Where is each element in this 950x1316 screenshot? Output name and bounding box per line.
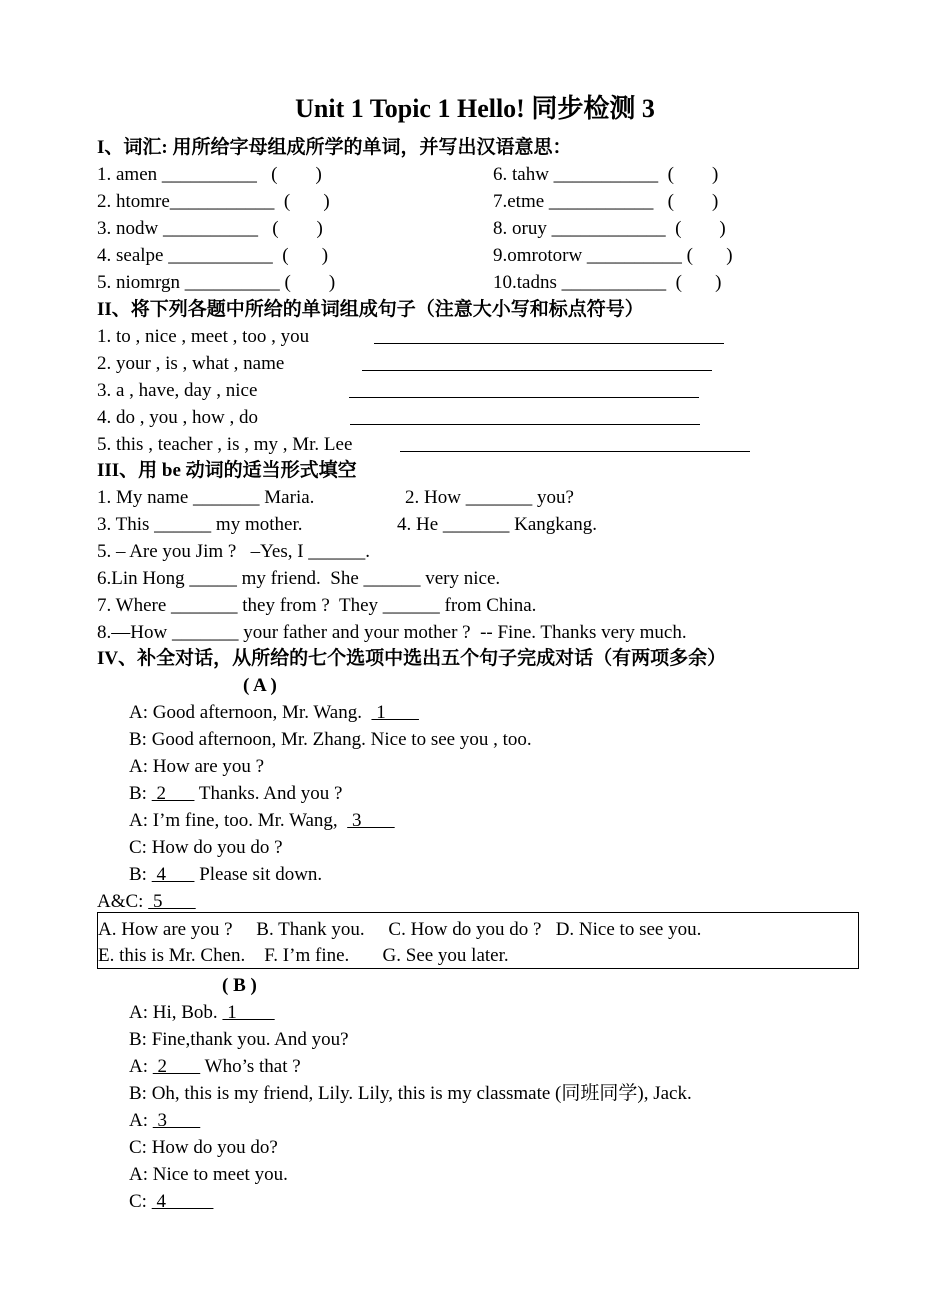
fill-item: 5. – Are you Jim ? –Yes, I ______. bbox=[97, 541, 371, 562]
dialogue-line: C: How do you do? bbox=[129, 1137, 278, 1158]
fill-item: 8.—How _______ your father and your mother ? -- Fine. Thanks very much. bbox=[97, 622, 687, 643]
section-2-heading: II、将下列各题中所给的单词组成句子（注意大小写和标点符号） bbox=[97, 299, 644, 320]
dialogue-line: A: 3 bbox=[129, 1110, 201, 1131]
fill-item: 1. My name _______ Maria. bbox=[97, 487, 315, 508]
sentence-item: 3. a , have, day , nice bbox=[97, 380, 258, 401]
fill-item: 2. How _______ you? bbox=[405, 487, 574, 508]
dialogue-b-label: ( B ) bbox=[222, 975, 257, 996]
dialogue-line: C: How do you do ? bbox=[129, 837, 283, 858]
answer-line[interactable] bbox=[362, 370, 712, 371]
answer-line[interactable] bbox=[374, 343, 724, 344]
fill-item: 7. Where _______ they from ? They ______ from China. bbox=[97, 595, 537, 616]
dialogue-line: A: Nice to meet you. bbox=[129, 1164, 288, 1185]
page-title: Unit 1 Topic 1 Hello! 同步检测 3 bbox=[295, 94, 655, 123]
dialogue-line: A: Good afternoon, Mr. Wang. 1 bbox=[129, 702, 419, 723]
sentence-item: 2. your , is , what , name bbox=[97, 353, 285, 374]
dialogue-line: A: How are you ? bbox=[129, 756, 265, 777]
dialogue-line: A: 2 Who’s that ? bbox=[129, 1056, 301, 1077]
vocab-item: 9.omrotorw __________ ( ) bbox=[493, 245, 733, 266]
dialogue-line: B: Fine,thank you. And you? bbox=[129, 1029, 349, 1050]
answer-line[interactable] bbox=[400, 451, 750, 452]
dialogue-line: B: Good afternoon, Mr. Zhang. Nice to see you , too. bbox=[129, 729, 532, 750]
dialogue-line: B: 4 Please sit down. bbox=[129, 864, 323, 885]
answer-blank[interactable]: 2 bbox=[151, 783, 195, 804]
answer-blank[interactable]: 1 bbox=[371, 702, 419, 723]
dialogue-line: B: 2 Thanks. And you ? bbox=[129, 783, 343, 804]
answer-blank[interactable]: 2 bbox=[152, 1056, 201, 1077]
vocab-item: 5. niomrgn __________ ( ) bbox=[97, 272, 336, 293]
section-3-heading: III、用 be 动词的适当形式填空 bbox=[97, 460, 357, 481]
vocab-item: 8. oruy ____________ ( ) bbox=[493, 218, 726, 239]
sentence-item: 5. this , teacher , is , my , Mr. Lee bbox=[97, 434, 353, 455]
dialogue-line: B: Oh, this is my friend, Lily. Lily, this is my classmate (同班同学), Jack. bbox=[129, 1083, 692, 1104]
answer-line[interactable] bbox=[349, 397, 699, 398]
vocab-item: 4. sealpe ___________ ( ) bbox=[97, 245, 329, 266]
dialogue-line: A&C: 5 bbox=[97, 891, 196, 912]
vocab-item: 6. tahw ___________ ( ) bbox=[493, 164, 719, 185]
answer-blank[interactable]: 3 bbox=[152, 1110, 201, 1131]
fill-item: 3. This ______ my mother. bbox=[97, 514, 303, 535]
vocab-item: 3. nodw __________ ( ) bbox=[97, 218, 323, 239]
answer-blank[interactable]: 1 bbox=[222, 1002, 275, 1023]
section-4-heading: IV、补全对话，从所给的七个选项中选出五个句子完成对话（有两项多余） bbox=[97, 648, 727, 669]
vocab-item: 2. htomre___________ ( ) bbox=[97, 191, 330, 212]
vocab-item: 10.tadns ___________ ( ) bbox=[493, 272, 722, 293]
answer-line[interactable] bbox=[350, 424, 700, 425]
fill-item: 6.Lin Hong _____ my friend. She ______ very nice. bbox=[97, 568, 501, 589]
answer-blank[interactable]: 4 bbox=[151, 1191, 214, 1212]
sentence-item: 4. do , you , how , do bbox=[97, 407, 258, 428]
sentence-item: 1. to , nice , meet , too , you bbox=[97, 326, 310, 347]
answer-blank[interactable]: 5 bbox=[148, 891, 196, 912]
options-line: E. this is Mr. Chen. F. I’m fine. G. See you later. bbox=[98, 945, 509, 966]
options-line: A. How are you ? B. Thank you. C. How do you do ? D. Nice to see you. bbox=[98, 919, 702, 940]
vocab-item: 1. amen __________ ( ) bbox=[97, 164, 322, 185]
answer-blank[interactable]: 3 bbox=[347, 810, 395, 831]
dialogue-line: A: I’m fine, too. Mr. Wang, 3 bbox=[129, 810, 395, 831]
section-1-heading: I、词汇: 用所给字母组成所学的单词，并写出汉语意思： bbox=[97, 137, 572, 158]
dialogue-line: C: 4 bbox=[129, 1191, 214, 1212]
answer-blank[interactable]: 4 bbox=[151, 864, 195, 885]
vocab-item: 7.etme ___________ ( ) bbox=[493, 191, 719, 212]
fill-item: 4. He _______ Kangkang. bbox=[397, 514, 597, 535]
dialogue-line: A: Hi, Bob. 1 bbox=[129, 1002, 275, 1023]
dialogue-a-label: ( A ) bbox=[243, 675, 277, 696]
